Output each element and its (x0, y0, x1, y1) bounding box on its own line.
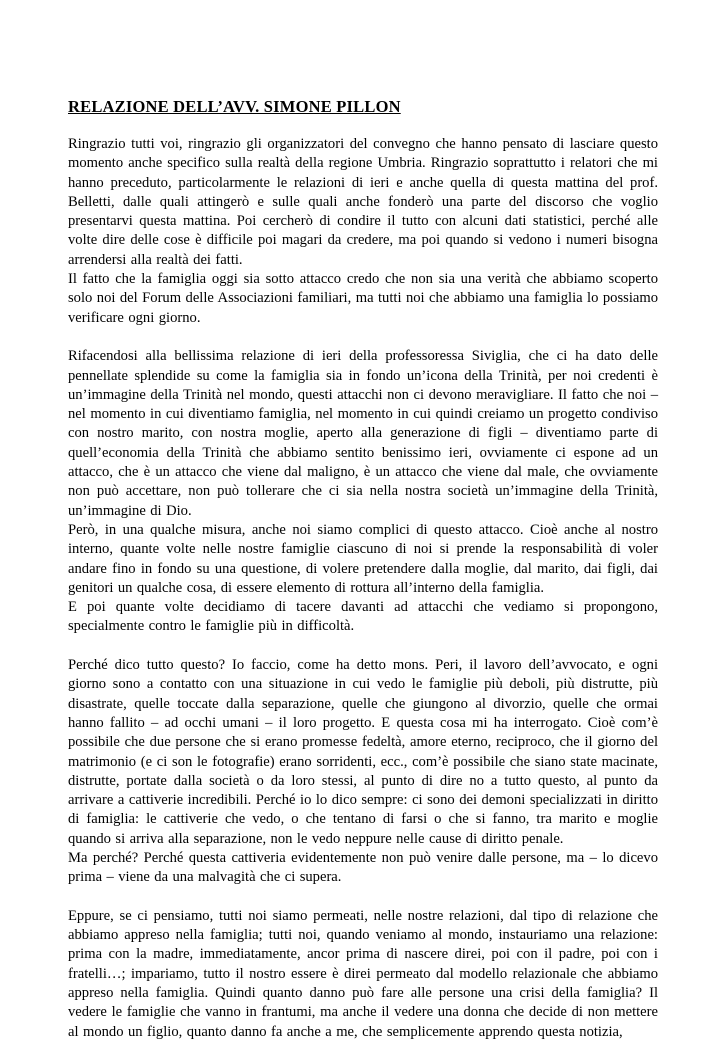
paragraph: Perché dico tutto questo? Io faccio, come ha detto mons. Peri, il lavoro dell’avvocato, e ogni giorno sono a contatto con una situazione in cui vedo le famiglie più deboli, più distrutte, più disastrate, quelle toccate dalla separazione, quelle che giungono al divorzio, quelle che ormai hanno fallito – ad occhi umani – il loro progetto. E questa cosa mi ha interrogato. Cioè com’è possibile che due persone che si erano promesse fedeltà, amore eterno, reciproco, che il giorno del matrimonio (e ci son le fotografie) erano sorridenti, ecc., com’è possibile che siano state macinate, distrutte, portate dalla società o da loro stessi, al punto di dire no a tutto questo, al punto da arrivare a cattiverie incredibili. Perché io lo dico sempre: ci sono dei demoni specializzati in diritto di famiglia: le cattiverie che vedo, o che tentano di farsi o che si fanno, tra marito e moglie quando si arriva alla separazione, non le vedo neppure nelle cause di diritto penale. (68, 657, 658, 847)
text-block-relazioni (68, 907, 658, 1042)
paragraph: Il fatto che la famiglia oggi sia sotto attacco credo che non sia una verità che abbiamo scoperto solo noi del Forum delle Associazioni familiari, ma tutti noi che abbiamo una famiglia lo possiamo verificare ogni giorno. (68, 271, 658, 326)
paragraph: Ma perché? Perché questa cattiveria evidentemente non può venire dalle persone, ma – lo dicevo prima – viene da una malvagità che ci supera. (68, 849, 658, 886)
paragraph: Ringrazio tutti voi, ringrazio gli organizzatori del convegno che hanno pensato di lasciare questo momento anche specifico sulla realtà della regione Umbria. Ringrazio soprattutto i relatori che mi hanno preceduto, particolarmente le relazioni di ieri e anche quella di questa mattina del prof. Belletti, dalle quali attingerò e sulle quali anche fonderò una parte del discorso che voglio presentarvi questa mattina. Poi cercherò di condire il tutto con alcuni dati statistici, perché alle volte dire delle cose è difficile poi magari da credere, ma poi quando si vedono i numeri bisogna arrendersi alla realtà dei fatti. (68, 136, 658, 268)
text-block-avvocato (68, 656, 658, 888)
paragraph: E poi quante volte decidiamo di tacere davanti ad attacchi che vediamo si propongono, specialmente contro le famiglie più in difficoltà. (68, 599, 658, 635)
document-title: RELAZIONE DELL’AVV. SIMONE PILLON (68, 97, 401, 116)
paragraph: Eppure, se ci pensiamo, tutti noi siamo permeati, nelle nostre relazioni, dal tipo di relazione che abbiamo appreso nella famiglia; tutti noi, quando veniamo al mondo, instauriamo una relazione: prima con la madre, immediatamente, ancor prima di nascere direi, poi con il padre, poi con i fratelli…; impariamo, tutto il nostro essere è direi permeato dal modello relazionale che abbiamo appreso nella famiglia. Quindi quanto danno può fare alle persone una crisi della famiglia? Il vedere le famiglie che vanno in frantumi, ma anche il vedere una donna che decide di non mettere al mondo un figlio, quanto danno fa anche a me, che semplicemente apprendo questa notizia, (68, 907, 658, 1040)
text-block-intro (68, 135, 658, 328)
paragraph: Rifacendosi alla bellissima relazione di ieri della professoressa Siviglia, che ci ha dato delle pennellate splendide su come la famiglia sia in fondo un’icona della Trinità, per noi credenti è un’immagine della Trinità nel mondo, questi attacchi non ci devono meravigliare. Il fatto che noi – nel momento in cui diventiamo famiglia, nel momento in cui quindi creiamo un progetto condiviso con nostro marito, con nostra moglie, aperto alla generazione di figli – diventiamo parte di quell’economia della Trinità che abbiamo sentito benissimo ieri, ovviamente ci espone ad un attacco, che è un attacco che viene dal maligno, è un attacco che viene dal male, che ovviamente non può accettare, non può tollerare che ci sia nella nostra società un’immagine della Trinità, un’immagine di Dio. (68, 348, 658, 519)
paragraph: Però, in una qualche misura, anche noi siamo complici di questo attacco. Cioè anche al nostro interno, quante volte nelle nostre famiglie ciascuno di noi si prende la responsabilità di voler andare fino in fondo su una questione, di volere pretendere dalla moglie, dal marito, dai figli, dai genitori un qualche cosa, di essere elemento di rottura all’interno della famiglia. (68, 521, 658, 596)
text-block-trinita (68, 347, 658, 636)
document-page (68, 97, 658, 1042)
